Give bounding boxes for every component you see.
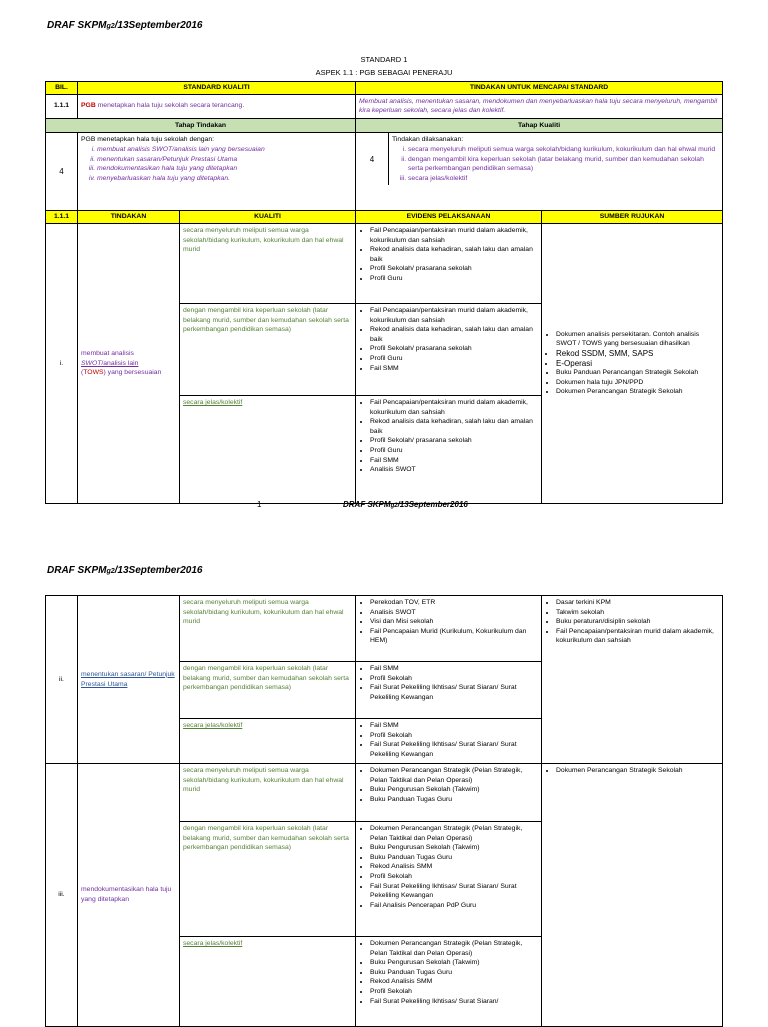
col-tindakan-standard: TINDAKAN UNTUK MENCAPAI STANDARD bbox=[356, 82, 723, 95]
tahap-header-row bbox=[46, 118, 723, 133]
evidens-item: • Fail Pencapaian/pentaksiran murid dalam akademik, kokurikulum dan sahsiah bbox=[370, 398, 538, 417]
sumber-item: • Dokumen hala tuju JPN/PPD bbox=[556, 378, 719, 388]
sumber-cell bbox=[542, 596, 723, 764]
kualiti-item: iii. secara jelas/kolektif bbox=[408, 174, 719, 184]
sub-col-num: 1.1.1 bbox=[46, 211, 78, 224]
sub-col-sumber: SUMBER RUJUKAN bbox=[542, 211, 723, 224]
evidens-item: • Profil Guru bbox=[370, 274, 538, 284]
tindakan-item: iv. menyebarluaskan hala tuju yang ditetapkan. bbox=[97, 174, 352, 184]
kualiti-cell: secara menyeluruh meliputi semua warga sekolah/bidang kurikulum, kokurikulum dan hal ehwal murid bbox=[180, 223, 356, 303]
table-header-row bbox=[46, 82, 723, 95]
sumber-item: • Fail Pencapaian/pentaksiran murid dalam akademik, kokurikulum dan sahsiah bbox=[556, 627, 719, 646]
kualiti-cell: dengan mengambil kira keperluan sekolah (latar belakang murid, sumber dan kemudahan sekolah serta perkembangan pendidikan semasa) bbox=[180, 822, 356, 937]
evidens-item: • Fail Surat Pekeliling Ikhtisas/ Surat Siaran/ Surat Pekeliling Kewangan bbox=[370, 683, 538, 702]
sumber-item: • Takwim sekolah bbox=[556, 608, 719, 618]
evidens-cell bbox=[356, 395, 542, 503]
evidens-item: • Fail SMM bbox=[370, 456, 538, 466]
col-standard-kualiti: STANDARD KUALITI bbox=[78, 82, 356, 95]
evidens-cell bbox=[356, 764, 542, 822]
evidens-item: • Profil Sekolah bbox=[370, 872, 538, 882]
evidens-item: • Buku Pengurusan Sekolah (Takwim) bbox=[370, 785, 538, 795]
tahap-kualiti-label: Tahap Kualiti bbox=[356, 118, 723, 133]
evidens-item: • Fail SMM bbox=[370, 364, 538, 374]
header-date: /13September2016 bbox=[114, 20, 203, 31]
evidens-item: • Visi dan Misi sekolah bbox=[370, 617, 538, 627]
evidens-cell bbox=[356, 937, 542, 1027]
evidens-item: • Dokumen Perancangan Strategik (Pelan Strategik, Pelan Taktikal dan Pelan Operasi) bbox=[370, 824, 538, 843]
tindakan-item: iii. mendokumentasikan hala tuju yang ditetapkan bbox=[97, 164, 352, 174]
evidens-item: • Fail Pencapaian/pentaksiran murid dalam akademik, kokurikulum dan sahsiah bbox=[370, 306, 538, 325]
tindakan-level: 4 bbox=[46, 133, 78, 211]
pgb-word: PGB bbox=[81, 102, 96, 110]
tahap-tindakan-label: Tahap Tindakan bbox=[46, 118, 356, 133]
header-date: /13September2016 bbox=[114, 565, 203, 576]
evidens-cell bbox=[356, 719, 542, 764]
evidens-item: • Perekodan TOV, ETR bbox=[370, 598, 538, 608]
evidens-item: • Fail Surat Pekeliling Ikhtisas/ Surat Siaran/ Surat Pekeliling Kewangan bbox=[370, 740, 538, 759]
kualiti-cell: secara jelas/kolektif bbox=[180, 395, 356, 503]
aspek-title: ASPEK 1.1 : PGB SEBAGAI PENERAJU bbox=[315, 68, 453, 77]
sumber-item: • Buku Panduan Perancangan Strategik Sekolah bbox=[556, 368, 719, 378]
standard-table bbox=[45, 81, 723, 504]
evidens-item: • Rekod analisis data kehadiran, salah laku dan amalan baik bbox=[370, 245, 538, 264]
sumber-item: • Dokumen Perancangan Strategik Sekolah bbox=[556, 766, 719, 776]
sumber-item: • Rekod SSDM, SMM, SAPS bbox=[556, 349, 719, 359]
kualiti-list bbox=[356, 133, 723, 211]
sumber-item: • Dokumen analisis persekitaran. Contoh analisis SWOT / TOWS yang bersesuaian dihasilkan bbox=[556, 330, 719, 349]
evidens-item: • Rekod analisis data kehadiran, salah laku dan amalan baik bbox=[370, 325, 538, 344]
tindakan-description: Membuat analisis, menentukan sasaran, mendokumen dan menyebarluaskan hala tuju secara menyeluruh, mengambil kira keperluan sekolah, secara jelas dan kolektif. bbox=[356, 94, 723, 118]
evidens-item: • Profil Guru bbox=[370, 354, 538, 364]
row-number: 1.1.1 bbox=[46, 94, 78, 118]
evidens-item: • Buku Panduan Tugas Guru bbox=[370, 968, 538, 978]
evidens-item: • Analisis SWOT bbox=[370, 465, 538, 475]
evidens-item: • Buku Panduan Tugas Guru bbox=[370, 853, 538, 863]
kualiti-cell: secara menyeluruh meliputi semua warga sekolah/bidang kurikulum, kokurikulum dan hal ehwal murid bbox=[180, 764, 356, 822]
kualiti-cell: secara jelas/kolektif bbox=[180, 937, 356, 1027]
row-iii-tindakan: mendokumentasikan hala tuju yang ditetapkan bbox=[78, 764, 180, 1027]
kualiti-intro: Tindakan dilaksanakan: bbox=[392, 136, 464, 144]
evidens-item: • Profil Sekolah bbox=[370, 987, 538, 997]
evidens-item: • Fail SMM bbox=[370, 721, 538, 731]
tindakan-part: TOWS bbox=[83, 369, 104, 377]
sub-col-tindakan: TINDAKAN bbox=[78, 211, 180, 224]
evidens-item: • Profil Sekolah bbox=[370, 731, 538, 741]
page-header bbox=[47, 20, 202, 31]
header-title: DRAF SKPM bbox=[47, 20, 107, 31]
sumber-item: • E-Operasi bbox=[556, 359, 719, 369]
row-iii-num: iii. bbox=[46, 764, 78, 1027]
tindakan-item: i. membuat analisis SWOT/analisis lain yang bersesuaian bbox=[97, 145, 352, 155]
standard-table-continued bbox=[45, 595, 723, 1027]
evidens-item: • Buku Panduan Tugas Guru bbox=[370, 795, 538, 805]
kualiti-cell: secara jelas/kolektif bbox=[180, 719, 356, 764]
evidens-item: • Profil Sekolah/ prasarana sekolah bbox=[370, 344, 538, 354]
tindakan-list bbox=[78, 133, 356, 211]
standard-statement bbox=[78, 94, 356, 118]
table-row bbox=[46, 596, 723, 662]
kualiti-item: ii. dengan mengambil kira keperluan sekolah (latar belakang murid, sumber dan kemudahan sekolah serta perkembangan pendidikan semasa) bbox=[408, 155, 719, 174]
header-sub: g2 bbox=[106, 23, 115, 30]
tindakan-part: SWOT bbox=[81, 359, 102, 367]
evidens-item: • Profil Sekolah/ prasarana sekolah bbox=[370, 264, 538, 274]
page-header bbox=[47, 565, 202, 576]
sumber-item: • Dokumen Perancangan Strategik Sekolah bbox=[556, 387, 719, 397]
row-ii-tindakan: menentukan sasaran/ Petunjuk Prestasi Utama bbox=[78, 596, 180, 764]
evidens-cell bbox=[356, 223, 542, 303]
evidens-cell bbox=[356, 596, 542, 662]
row-i-num: i. bbox=[46, 223, 78, 503]
pgb-rest: menetapkan hala tuju sekolah secara terancang. bbox=[95, 102, 245, 110]
sub-header-row bbox=[46, 211, 723, 224]
kualiti-level: 4 bbox=[356, 133, 389, 185]
table-row bbox=[46, 223, 723, 303]
evidens-item: • Fail Analisis Pencerapan PdP Guru bbox=[370, 901, 538, 911]
kualiti-cell: secara menyeluruh meliputi semua warga sekolah/bidang kurikulum, kokurikulum dan hal ehwal murid bbox=[180, 596, 356, 662]
evidens-item: • Profil Sekolah bbox=[370, 674, 538, 684]
evidens-item: • Dokumen Perancangan Strategik (Pelan Strategik, Pelan Taktikal dan Pelan Operasi) bbox=[370, 766, 538, 785]
evidens-item: • Fail Pencapaian/pentaksiran murid dalam akademik, kokurikulum dan sahsiah bbox=[370, 226, 538, 245]
evidens-item: • Buku Pengurusan Sekolah (Takwim) bbox=[370, 958, 538, 968]
evidens-cell bbox=[356, 662, 542, 719]
tahap-row bbox=[46, 133, 723, 211]
kualiti-item: i. secara menyeluruh meliputi semua warga sekolah/bidang kurikulum, kokurikulum dan hal ehwal murid bbox=[408, 145, 719, 155]
evidens-item: • Fail Pencapaian Murid (Kurikulum, Kokurikulum dan HEM) bbox=[370, 627, 538, 646]
sub-col-evidens: EVIDENS PELAKSANAAN bbox=[356, 211, 542, 224]
evidens-item: • Fail Surat Pekeliling Ikhtisas/ Surat Siaran/ bbox=[370, 997, 538, 1007]
header-title: DRAF SKPM bbox=[47, 565, 107, 576]
evidens-item: • Rekod Analisis SMM bbox=[370, 862, 538, 872]
tindakan-part: membuat analisis bbox=[81, 350, 134, 358]
evidens-item: • Profil Sekolah/ prasarana sekolah bbox=[370, 436, 538, 446]
sub-col-kualiti: KUALITI bbox=[180, 211, 356, 224]
tindakan-item: ii. menentukan sasaran/Petunjuk Prestasi Utama bbox=[97, 155, 352, 165]
evidens-item: • Rekod analisis data kehadiran, salah laku dan amalan baik bbox=[370, 417, 538, 436]
footer-page-number: 1 bbox=[257, 500, 262, 509]
header-sub: g2 bbox=[106, 568, 115, 575]
evidens-item: • Buku Pengurusan Sekolah (Takwim) bbox=[370, 843, 538, 853]
standard-row bbox=[46, 94, 723, 118]
standard-title: STANDARD 1 bbox=[360, 55, 408, 64]
evidens-cell bbox=[356, 303, 542, 395]
evidens-item: • Fail Surat Pekeliling Ikhtisas/ Surat Siaran/ Surat Pekeliling Kewangan bbox=[370, 882, 538, 901]
col-bil: BIL. bbox=[46, 82, 78, 95]
row-ii-num: ii. bbox=[46, 596, 78, 764]
evidens-item: • Profil Guru bbox=[370, 446, 538, 456]
evidens-item: • Dokumen Perancangan Strategik (Pelan Strategik, Pelan Taktikal dan Pelan Operasi) bbox=[370, 939, 538, 958]
footer-date: /13September2016 bbox=[397, 500, 468, 509]
evidens-item: • Fail SMM bbox=[370, 664, 538, 674]
sumber-cell bbox=[542, 764, 723, 1027]
evidens-cell bbox=[356, 822, 542, 937]
kualiti-cell: dengan mengambil kira keperluan sekolah (latar belakang murid, sumber dan kemudahan sekolah serta perkembangan pendidikan semasa) bbox=[180, 662, 356, 719]
sumber-cell bbox=[542, 223, 723, 503]
evidens-item: • Rekod Analisis SMM bbox=[370, 977, 538, 987]
evidens-item: • Analisis SWOT bbox=[370, 608, 538, 618]
tindakan-part: ( bbox=[81, 369, 84, 377]
tindakan-part: ) yang bersesuaian bbox=[103, 369, 162, 377]
sumber-item: • Dasar terkini KPM bbox=[556, 598, 719, 608]
row-i-tindakan bbox=[78, 223, 180, 503]
footer-main: DRAF SKPM bbox=[343, 500, 391, 509]
kualiti-cell: dengan mengambil kira keperluan sekolah (latar belakang murid, sumber dan kemudahan sekolah serta perkembangan pendidikan semasa) bbox=[180, 303, 356, 395]
table-row bbox=[46, 764, 723, 822]
sumber-item: • Buku peraturan/disiplin sekolah bbox=[556, 617, 719, 627]
footer-title bbox=[343, 500, 468, 509]
footer-sub: g2 bbox=[390, 503, 398, 509]
tindakan-part: /analisis lain bbox=[101, 359, 139, 367]
tindakan-intro: PGB menetapkan hala tuju sekolah dengan: bbox=[81, 136, 215, 144]
